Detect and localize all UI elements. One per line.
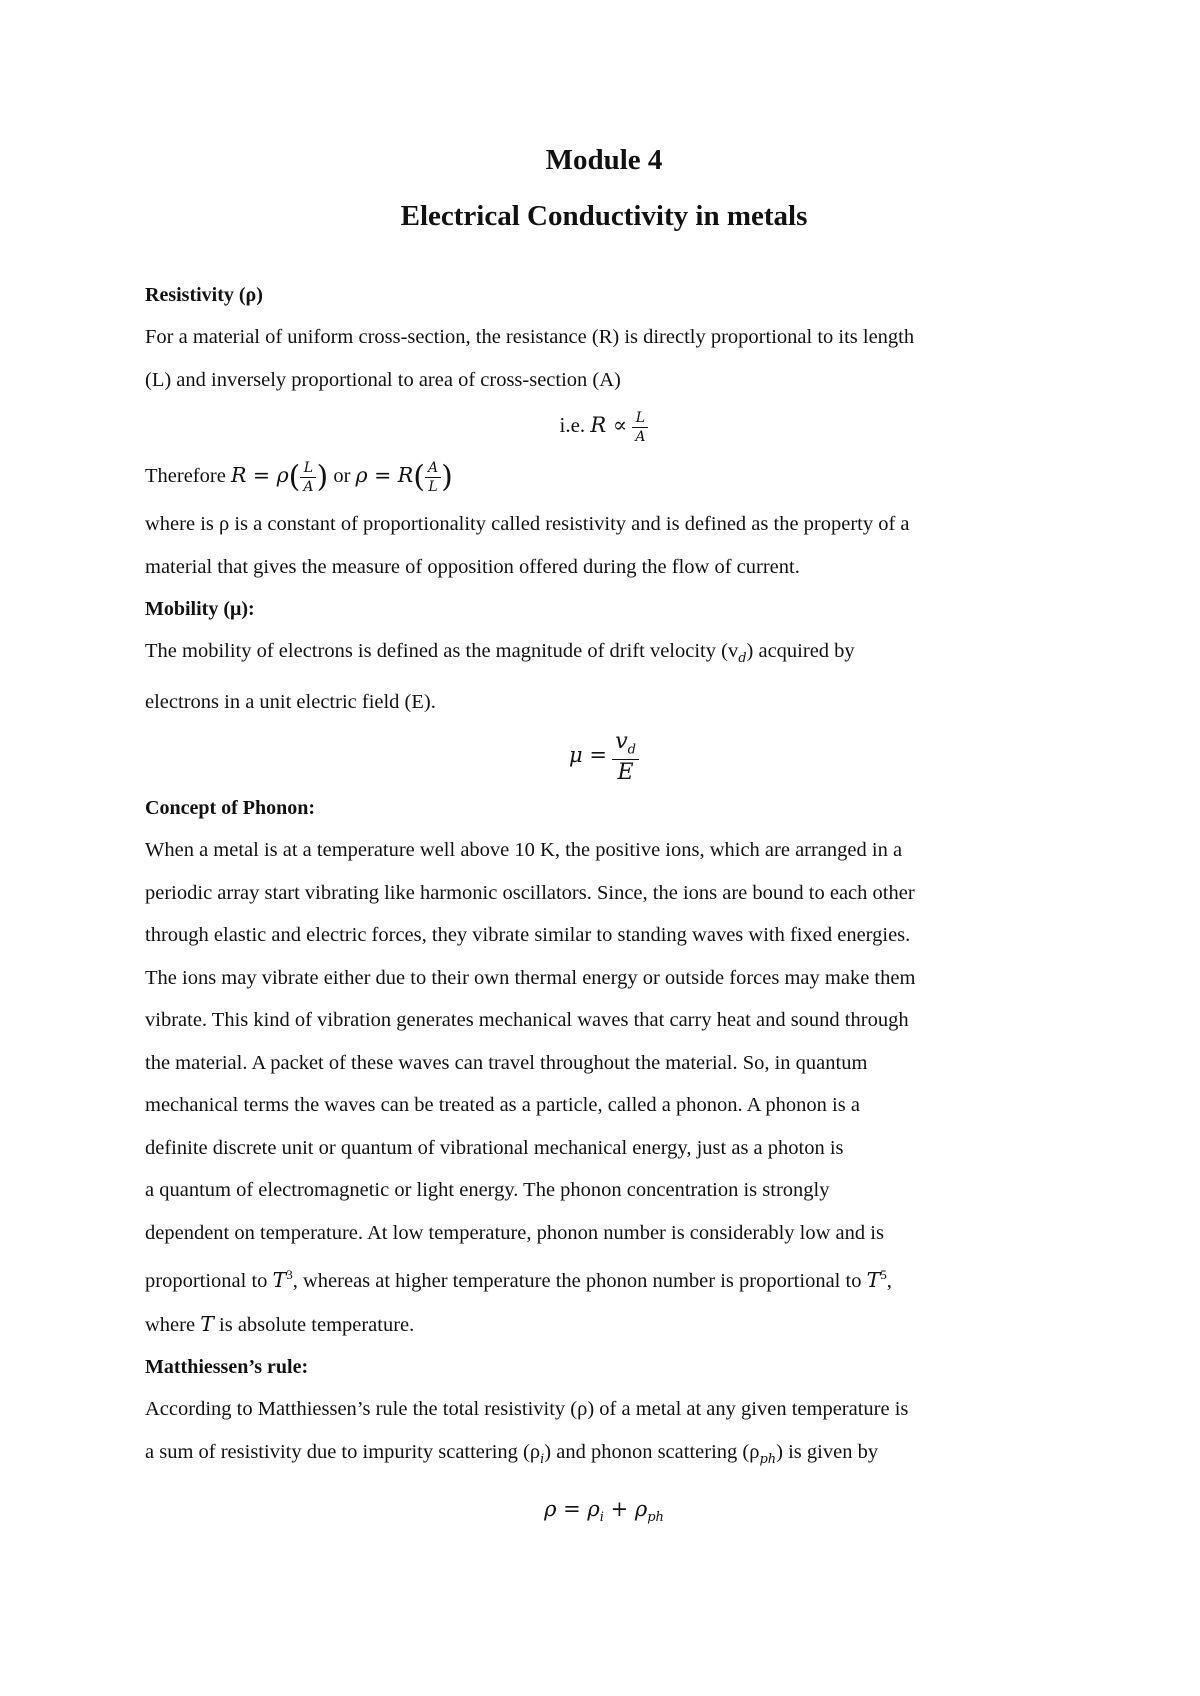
matthiessen-line-2b: ) and phonon scattering (ρ: [544, 1440, 760, 1463]
matthiessen-eq-lhs: ρ = ρ: [544, 1497, 600, 1522]
phonon-line-2: periodic array start vibrating like harmonic oscillators. Since, the ions are bound to each other: [145, 881, 915, 904]
eq2-fraction: [425, 461, 441, 494]
eq1-numerator: L: [300, 461, 316, 478]
mobility-eq-fraction: [612, 731, 639, 783]
phonon-line-7: mechanical terms the waves can be treated as a particle, called a phonon. A phonon is a: [145, 1094, 860, 1117]
resistivity-definition-line-2: material that gives the measure of opposition offered during the flow of current.: [145, 555, 800, 578]
phonon-line-9: a quantum of electromagnetic or light energy. The phonon concentration is strongly: [145, 1179, 830, 1202]
mobility-text-1-end: ) acquired by: [746, 640, 855, 663]
mobility-eq-lhs: μ =: [569, 743, 607, 768]
phonon-line-8: definite discrete unit or quantum of vibrational mechanical energy, just as a photon is: [145, 1136, 844, 1159]
resistivity-heading: Resistivity (ρ): [145, 284, 263, 306]
t-symbol-3: T: [200, 1311, 214, 1336]
phonon-line-5: vibrate. This kind of vibration generates mechanical waves that carry heat and sound through: [145, 1009, 909, 1032]
where-b: is absolute temperature.: [219, 1313, 415, 1336]
document-content: [145, 140, 1063, 1547]
phonon-line-1: When a metal is at a temperature well above 10 K, the positive ions, which are arranged in a: [145, 839, 903, 862]
matthiessen-line-2: [145, 1431, 1063, 1482]
matthiessen-heading: Matthiessen’s rule:: [145, 1356, 309, 1379]
t-symbol-1: T: [272, 1268, 287, 1293]
matthiessen-line-1: According to Matthiessen’s rule the total resistivity (ρ) of a metal at any given temperature is: [145, 1398, 909, 1421]
ie-denominator: A: [635, 428, 646, 445]
eq1-denominator: A: [303, 478, 314, 495]
sub-ph: ph: [759, 1451, 777, 1467]
ie-prefix: i.e.: [559, 413, 586, 437]
eq2-lhs: ρ = R: [355, 463, 414, 487]
mobility-eq-denominator: E: [617, 759, 634, 785]
exponent-3: 3: [286, 1267, 293, 1283]
proportionality-equation: [145, 401, 1063, 449]
prop-b: , whereas at higher temperature the phonon number is proportional to: [292, 1270, 862, 1293]
matthiessen-line-2a: a sum of resistivity due to impurity scattering (ρ: [145, 1440, 541, 1463]
ie-fraction: [632, 411, 648, 444]
therefore-equation: Therefore R = ρ( $\frac{L}{A}$ ) or ρ = R( $\frac{A}{L}$ ): [145, 459, 453, 495]
phonon-line-10: dependent on temperature. At low temperature, phonon number is considerably low and is: [145, 1221, 884, 1244]
matthiessen-eq-sub-ph: ph: [647, 1510, 664, 1526]
ie-numerator: L: [632, 411, 648, 428]
module-subtitle: Electrical Conductivity in metals: [400, 200, 808, 232]
matthiessen-eq-plus: + ρ: [603, 1497, 648, 1522]
mobility-eq-v: v: [615, 729, 628, 755]
phonon-line-11: [145, 1254, 1063, 1302]
resistivity-intro-line-1: For a material of uniform cross-section, the resistance (R) is directly proportional to its length: [145, 326, 915, 348]
phonon-line-3: through elastic and electric forces, they vibrate similar to standing waves with fixed energies.: [145, 924, 911, 947]
or-word: or: [333, 465, 351, 487]
t-symbol-2: T: [866, 1268, 881, 1293]
mobility-eq-sub: d: [627, 742, 636, 758]
matthiessen-eq-sub-i: i: [599, 1510, 604, 1526]
ie-lhs: R ∝: [590, 413, 628, 437]
phonon-line-12: [145, 1303, 1063, 1347]
mobility-eq-numerator: [612, 731, 639, 759]
eq1-lhs: R = ρ: [230, 463, 289, 487]
matthiessen-line-2c: ) is given by: [776, 1440, 879, 1463]
mobility-text-line-1: [145, 630, 1063, 681]
mobility-heading: Mobility (μ):: [145, 598, 255, 621]
where-a: where: [145, 1313, 196, 1336]
phonon-heading: Concept of Phonon:: [145, 797, 316, 820]
phonon-line-6: the material. A packet of these waves can travel throughout the material. So, in quantum: [145, 1051, 868, 1074]
mobility-text-1: The mobility of electrons is defined as the magnitude of drift velocity (v: [145, 640, 739, 663]
mobility-text-sub: d: [738, 651, 747, 667]
prop-end: ,: [886, 1270, 892, 1293]
eq2-denominator: L: [428, 478, 438, 495]
eq2-numerator: A: [425, 461, 441, 478]
mobility-equation: [145, 723, 1063, 787]
eq1-fraction: [300, 461, 316, 494]
prop-a: proportional to: [145, 1270, 268, 1293]
matthiessen-equation: [145, 1481, 1063, 1546]
therefore-prefix: Therefore: [145, 465, 226, 487]
mobility-text-line-2: electrons in a unit electric field (E).: [145, 690, 436, 713]
resistivity-definition-line-1: where is ρ is a constant of proportionality called resistivity and is defined as the property of a: [145, 513, 910, 536]
module-title: Module 4: [545, 144, 663, 176]
exponent-5: 5: [880, 1267, 887, 1283]
sub-i: i: [540, 1451, 545, 1467]
resistivity-intro-line-2: (L) and inversely proportional to area of cross-section (A): [145, 368, 621, 391]
phonon-line-4: The ions may vibrate either due to their own thermal energy or outside forces may make them: [145, 966, 916, 989]
